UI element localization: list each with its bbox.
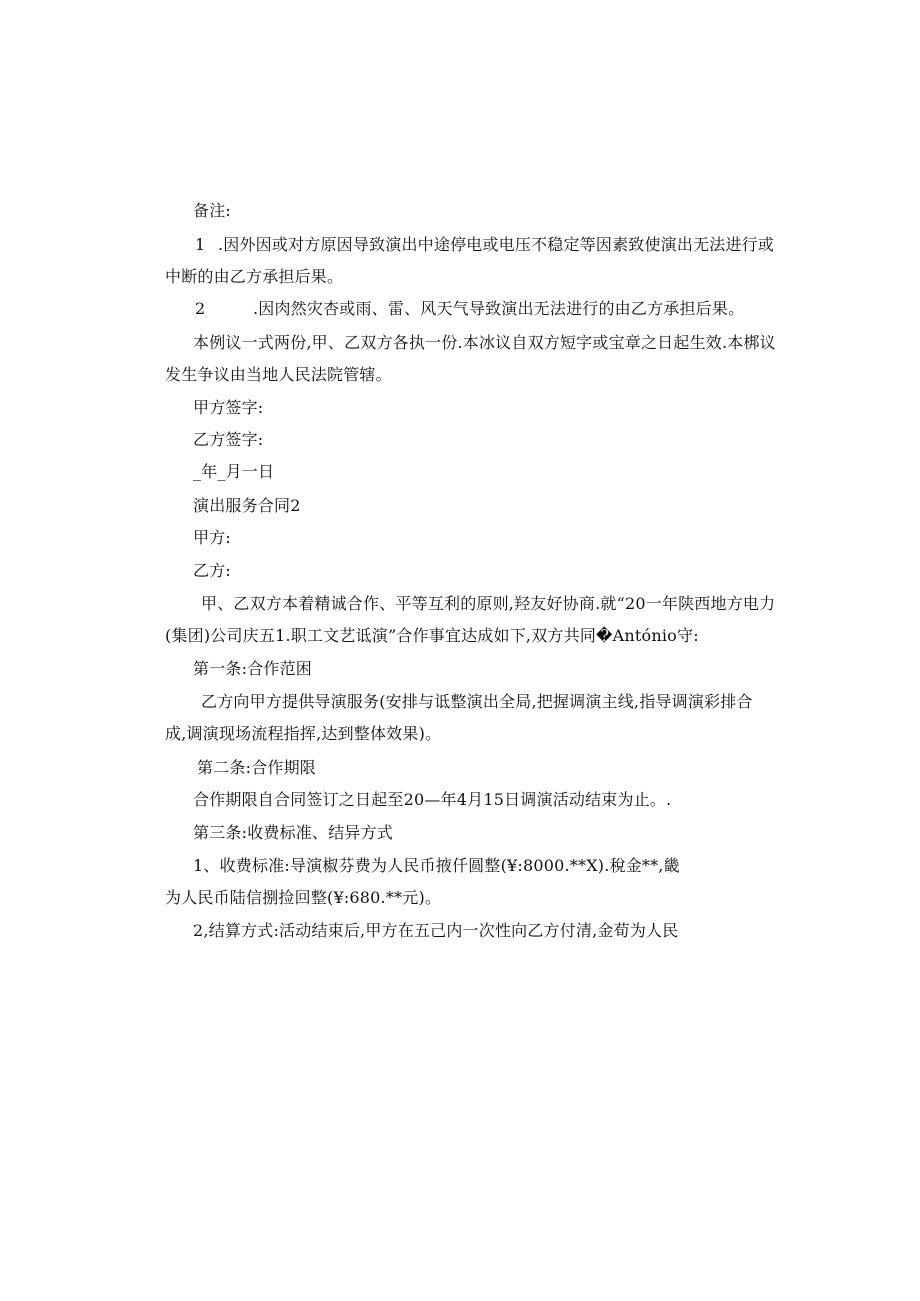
- article-3-title: 第三条:收费标准、结异方式: [193, 823, 393, 842]
- remark-1-line-2: 中断的由乙方承担后果。: [165, 267, 344, 286]
- fee-item-line-1: 1、收费标准:导演椒芬费为人民币掖仟圆整(¥:8000.**X).稅金**,畿: [193, 856, 680, 875]
- article-2-body: 合作期限自合同签订之日起至20—年4月15日调演活动结束为止。.: [193, 790, 672, 809]
- article-1-body-line-1: 乙方向甲方提供导演服务(安排与诋整演出全局,把握调演主线,指导调演彩排合: [201, 692, 753, 711]
- remark-2-text: .因肉然灾杏或雨、雷、风天气导致演出无法进行的由乙方承担后果。: [253, 299, 745, 318]
- remarks-title: 备注:: [193, 201, 231, 220]
- contract-2-title: 演出服务合同2: [193, 496, 301, 515]
- copies-para-line-1: 本例议一式两份,甲、乙双方各执一份.本冰议自双方短字或宝章之日起生效.本梆议: [193, 333, 776, 352]
- party-a-label: 甲方:: [193, 528, 231, 547]
- article-1-body-line-2: 成,调演现场流程指挥,达到整体效果)。: [165, 724, 442, 743]
- remark-2-number: 2: [195, 299, 206, 318]
- remark-1-line-1: [195, 235, 774, 255]
- fee-item-line-2: 为人民币陆信捌捡回整(¥:680.**元)。: [165, 888, 442, 907]
- copies-para-line-2: 发生争议由当地人民法院管辖。: [165, 365, 392, 384]
- intro-para-line-1: 甲、乙双方本着精诚合作、平等互利的原则,羟友好协商.就“20一年陕西地方电力: [201, 594, 776, 613]
- article-1-title: 第一条:合作范困: [193, 659, 312, 678]
- party-b-label: 乙方:: [193, 561, 231, 580]
- remark-1-text: .因外因或对方原因导致演出中途停电或电压不稳定等因素致使演出无法进行或: [218, 235, 775, 254]
- party-b-signature: 乙方签字:: [193, 430, 264, 449]
- party-a-signature: 甲方签字:: [193, 398, 264, 417]
- remark-2-line-1: [195, 299, 744, 319]
- settlement-item: 2,结算方式:活动结束后,甲方在五己内一次性向乙方付清,金荀为人民: [193, 921, 679, 940]
- date-line: _年_月一日: [193, 462, 275, 481]
- article-2-title: 第二条:合作期限: [197, 758, 316, 777]
- intro-para-line-2: (集团)公司庆五1.职工文艺诋演”合作事宜达成如下,双方共同�António守:: [165, 626, 699, 645]
- remark-1-number: 1: [195, 235, 206, 254]
